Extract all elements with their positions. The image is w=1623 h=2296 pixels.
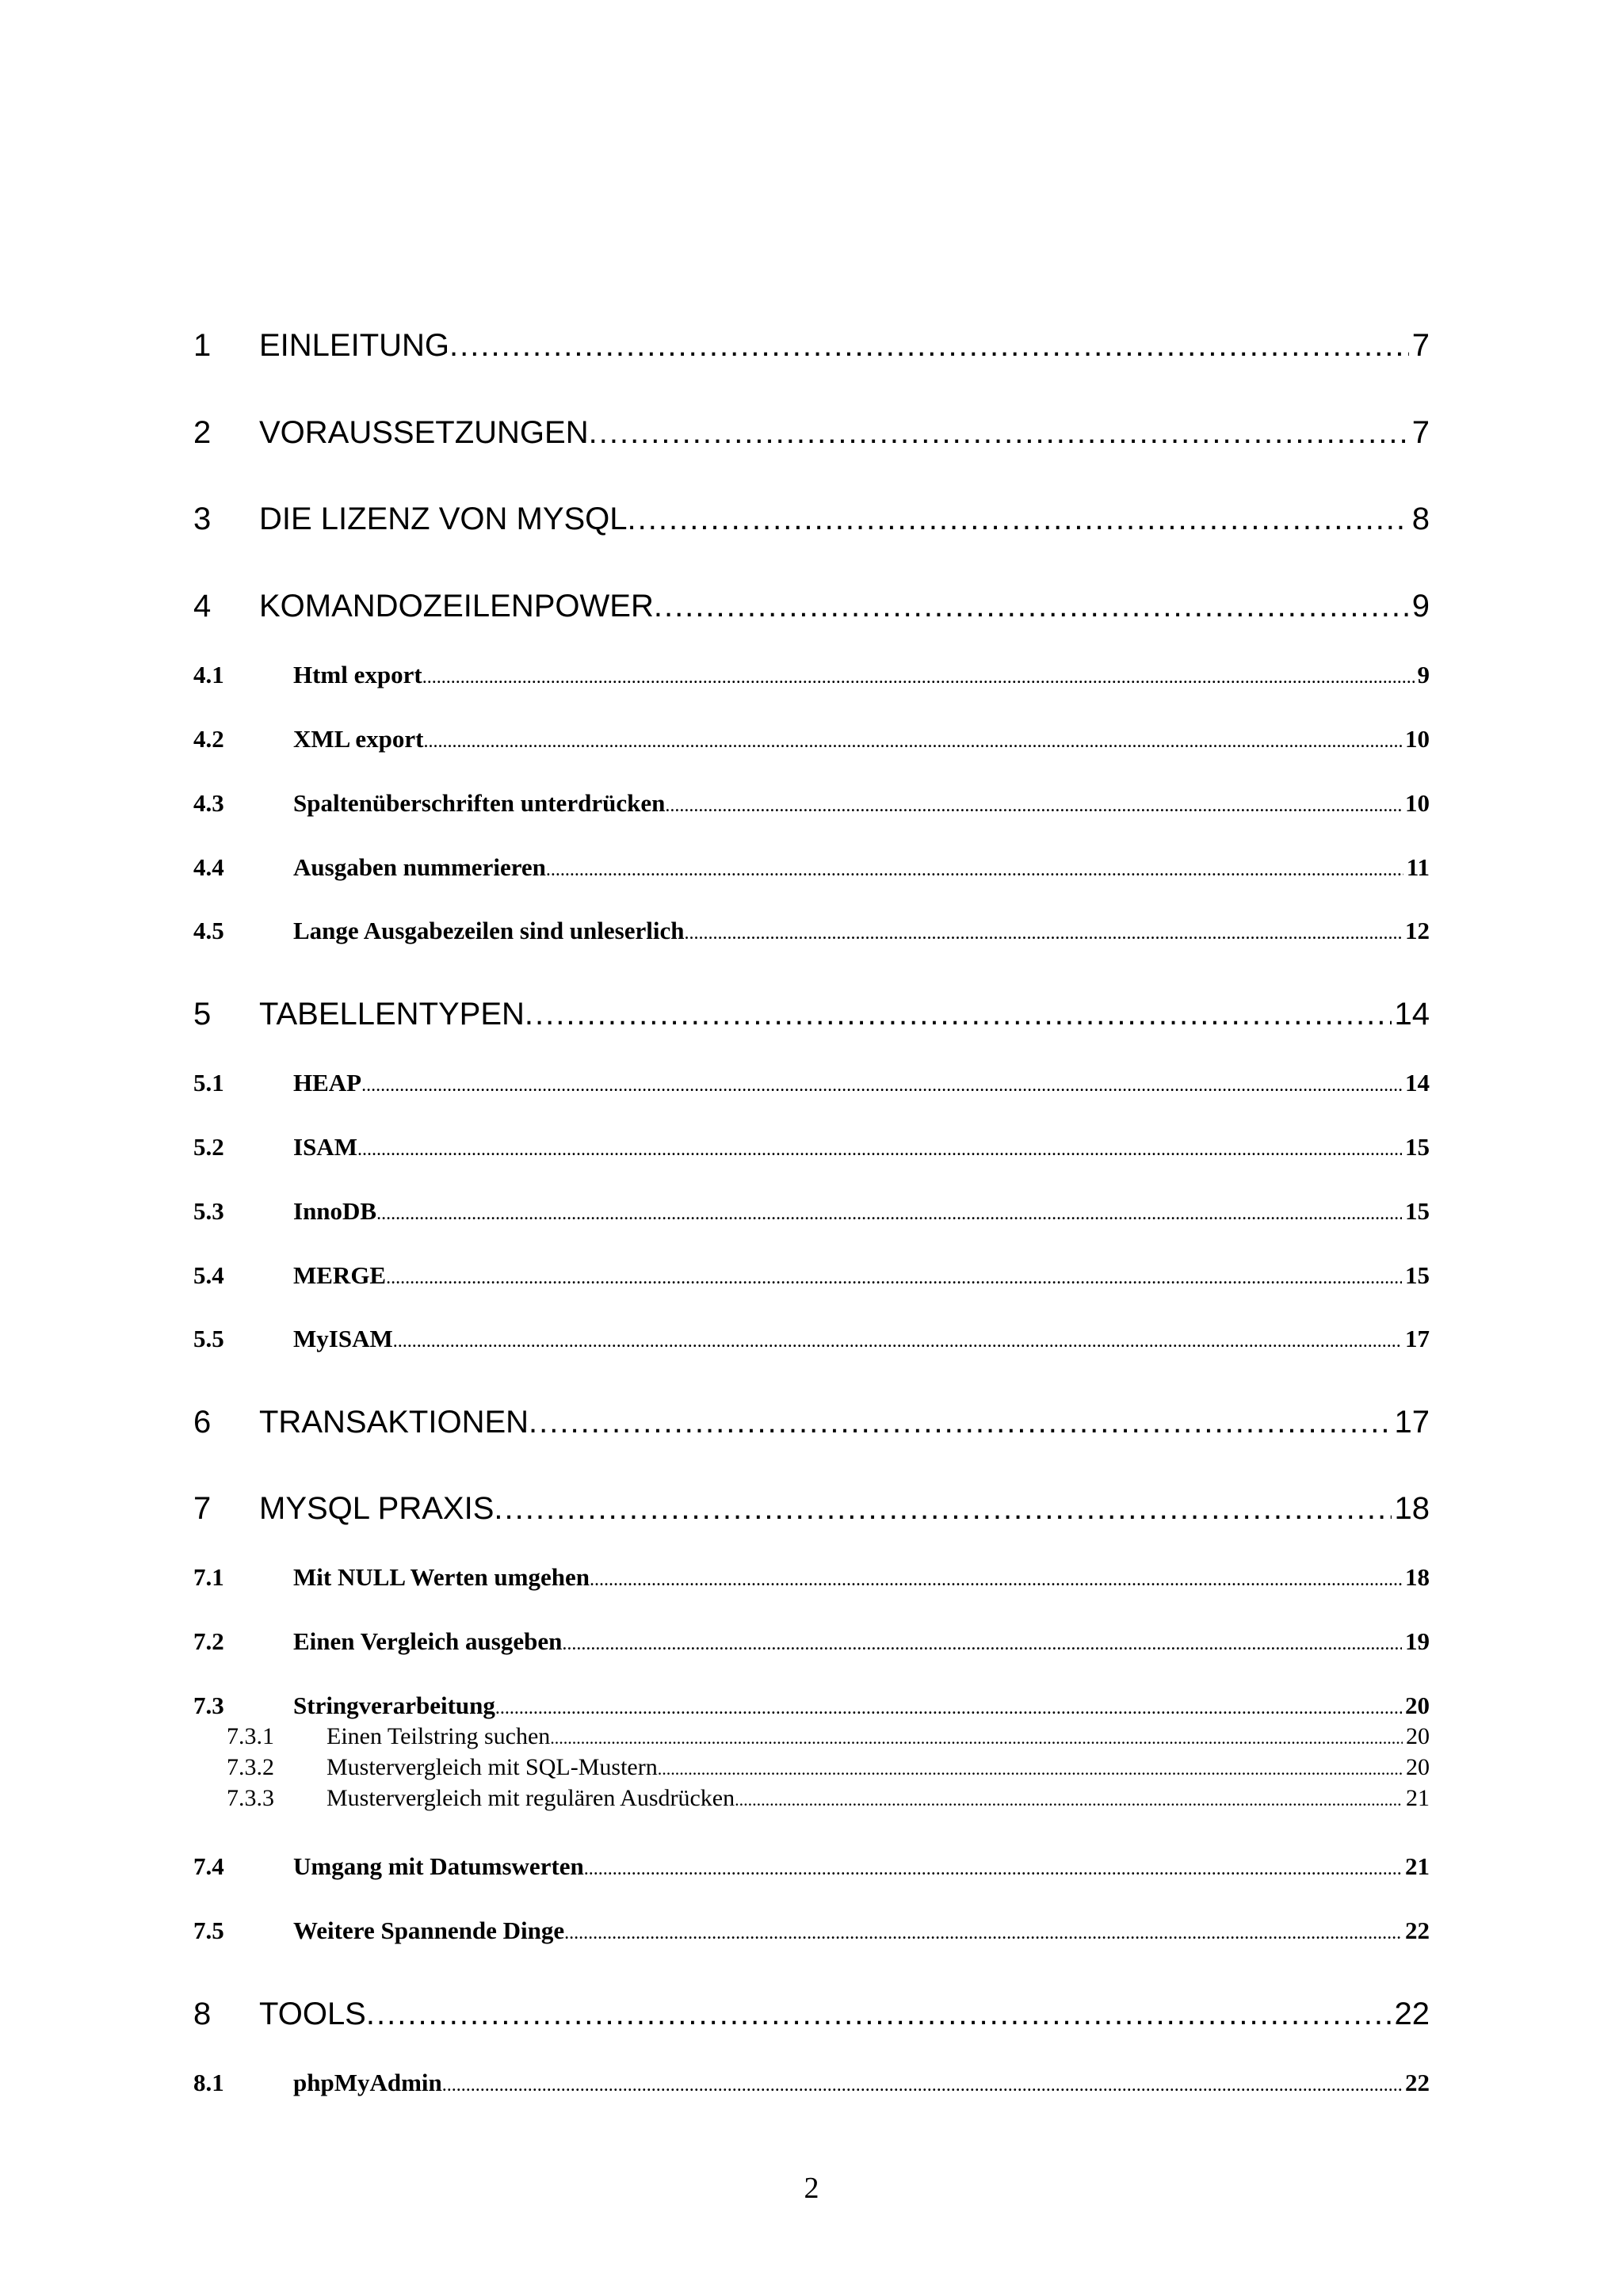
toc-title: MERGE [293, 1261, 387, 1289]
toc-page: 11 [1406, 853, 1430, 881]
toc-number: 4.5 [193, 917, 224, 944]
toc-entry-8[interactable] [193, 1992, 1430, 2036]
toc-title: TABELLENTYPEN [259, 997, 525, 1032]
toc-title: Html export [293, 661, 422, 688]
toc-entry-6[interactable] [193, 1400, 1430, 1444]
toc-number: 3 [193, 502, 212, 536]
toc-entry-5-4[interactable] [193, 1258, 1430, 1293]
dot-leader [357, 1132, 1402, 1167]
toc-entry-3[interactable] [193, 497, 1430, 541]
toc-entry-4-1[interactable] [193, 658, 1430, 692]
toc-title: HEAP [293, 1069, 362, 1097]
toc-number: 4.1 [193, 661, 224, 688]
toc-page: 7 [1411, 328, 1430, 363]
toc-entry-7-4[interactable] [193, 1849, 1430, 1884]
toc-page: 21 [1405, 1852, 1430, 1880]
toc-title: Lange Ausgabezeilen sind unleserlich [293, 917, 685, 944]
toc-number: 7.2 [193, 1627, 224, 1655]
toc-number: 8 [193, 1997, 212, 2031]
dot-leader [422, 660, 1415, 695]
dot-leader [449, 323, 1409, 368]
toc-title: Mustervergleich mit regulären Ausdrücken [327, 1785, 735, 1811]
toc-title: EINLEITUNG [259, 328, 450, 363]
toc-entry-7[interactable] [193, 1486, 1430, 1531]
toc-page: 14 [1394, 997, 1430, 1032]
toc-entry-7-3-1[interactable] [227, 1722, 1430, 1752]
toc-title: TOOLS [259, 1997, 366, 2031]
toc-page: 17 [1405, 1325, 1430, 1352]
toc-page: 8 [1411, 502, 1430, 536]
toc-number: 7.4 [193, 1852, 224, 1880]
toc-entry-5-2[interactable] [193, 1130, 1430, 1165]
dot-leader [628, 497, 1409, 541]
toc-title: MYSQL PRAXIS [259, 1491, 495, 1526]
toc-title: Einen Vergleich ausgeben [293, 1627, 563, 1655]
toc-page: 20 [1406, 1754, 1430, 1780]
toc-number: 4 [193, 589, 212, 624]
dot-leader [423, 724, 1402, 759]
toc-entry-7-1[interactable] [193, 1560, 1430, 1595]
toc-number: 5.3 [193, 1197, 224, 1225]
toc-number: 5.1 [193, 1069, 224, 1097]
toc-number: 7 [193, 1491, 212, 1526]
toc-page: 22 [1394, 1997, 1430, 2031]
toc-entry-7-3-3[interactable] [227, 1783, 1430, 1814]
toc-number: 7.3.2 [227, 1754, 274, 1780]
toc-page: 19 [1405, 1627, 1430, 1655]
toc-number: 2 [193, 415, 212, 450]
toc-page: 9 [1411, 589, 1430, 624]
toc-number: 4.2 [193, 725, 224, 753]
toc-entry-4-2[interactable] [193, 722, 1430, 757]
dot-leader [665, 788, 1402, 823]
toc-number: 5.4 [193, 1261, 224, 1289]
toc-page: 15 [1405, 1197, 1430, 1225]
toc-number: 5.2 [193, 1133, 224, 1161]
toc-number: 7.3.3 [227, 1785, 274, 1811]
dot-leader [442, 2068, 1402, 2103]
dot-leader [562, 1627, 1402, 1661]
toc-title: XML export [293, 725, 424, 753]
toc-entry-5[interactable] [193, 992, 1430, 1036]
toc-page: 10 [1405, 725, 1430, 753]
toc-entry-8-1[interactable] [193, 2065, 1430, 2100]
dot-leader [529, 1400, 1391, 1444]
toc-title: Mit NULL Werten umgehen [293, 1563, 590, 1591]
toc-number: 7.5 [193, 1917, 224, 1944]
toc-title: ISAM [293, 1133, 357, 1161]
toc-page: 12 [1405, 917, 1430, 944]
toc-title: KOMANDOZEILENPOWER [259, 589, 654, 624]
toc-number: 4.4 [193, 853, 224, 881]
page-number: 2 [804, 2172, 819, 2205]
toc-entry-7-3-2[interactable] [227, 1753, 1430, 1783]
toc-page: 15 [1405, 1133, 1430, 1161]
dot-leader [590, 1562, 1402, 1597]
toc-page: 21 [1406, 1785, 1430, 1811]
toc-entry-5-1[interactable] [193, 1066, 1430, 1100]
toc-page: 15 [1405, 1261, 1430, 1289]
dot-leader [393, 1324, 1402, 1359]
toc-title: Einen Teilstring suchen [327, 1723, 551, 1749]
toc-entry-4[interactable] [193, 584, 1430, 628]
dot-leader [366, 1992, 1392, 2036]
toc-number: 5 [193, 997, 212, 1032]
dot-leader [658, 1754, 1403, 1784]
toc-number: 8.1 [193, 2069, 224, 2096]
toc-title: TRANSAKTIONEN [259, 1405, 529, 1440]
toc-title: Umgang mit Datumswerten [293, 1852, 584, 1880]
toc-entry-2[interactable] [193, 410, 1430, 455]
toc-title: phpMyAdmin [293, 2069, 442, 2096]
toc-entry-4-3[interactable] [193, 786, 1430, 821]
dot-leader [494, 1486, 1391, 1531]
toc-entry-5-3[interactable] [193, 1194, 1430, 1229]
dot-leader [495, 1691, 1402, 1726]
toc-page: 18 [1394, 1491, 1430, 1526]
dot-leader [361, 1068, 1402, 1103]
dot-leader [654, 584, 1409, 628]
dot-leader [584, 1852, 1402, 1886]
toc-title: VORAUSSETZUNGEN [259, 415, 589, 450]
dot-leader [684, 916, 1402, 951]
toc-number: 7.1 [193, 1563, 224, 1591]
toc-entry-7-2[interactable] [193, 1624, 1430, 1659]
dot-leader [386, 1261, 1402, 1295]
toc-entry-7-5[interactable] [193, 1913, 1430, 1948]
toc-title: InnoDB [293, 1197, 377, 1225]
toc-page: 18 [1405, 1563, 1430, 1591]
toc-title: Stringverarbeitung [293, 1691, 495, 1719]
toc-entry-5-5[interactable] [193, 1322, 1430, 1356]
toc-page: 7 [1411, 415, 1430, 450]
toc-page: 10 [1405, 789, 1430, 817]
toc-number: 7.3 [193, 1691, 224, 1719]
dot-leader [546, 852, 1403, 887]
toc-title: Mustervergleich mit SQL-Mustern [327, 1754, 658, 1780]
toc-title: Ausgaben nummerieren [293, 853, 546, 881]
toc-page: 22 [1405, 1917, 1430, 1944]
toc-page: 14 [1405, 1069, 1430, 1097]
toc-number: 7.3.1 [227, 1723, 274, 1749]
toc-number: 4.3 [193, 789, 224, 817]
toc-page: 22 [1405, 2069, 1430, 2096]
toc-entry-4-5[interactable] [193, 913, 1430, 948]
toc-title: DIE LIZENZ VON MYSQL [259, 502, 628, 536]
toc-entry-1[interactable] [193, 323, 1430, 368]
toc-number: 1 [193, 328, 212, 363]
toc-page: 20 [1405, 1691, 1430, 1719]
dot-leader [589, 410, 1409, 455]
dot-leader [550, 1723, 1403, 1753]
toc-page: 20 [1406, 1723, 1430, 1749]
toc-entry-4-4[interactable] [193, 850, 1430, 885]
toc-number: 6 [193, 1405, 212, 1440]
toc-number: 5.5 [193, 1325, 224, 1352]
dot-leader [376, 1196, 1402, 1231]
toc-entry-7-3[interactable] [193, 1688, 1430, 1723]
toc-title: MyISAM [293, 1325, 393, 1352]
toc-title: Spaltenüberschriften unterdrücken [293, 789, 666, 817]
toc-page: 9 [1417, 661, 1430, 688]
dot-leader [735, 1785, 1403, 1815]
toc-page: 17 [1394, 1405, 1430, 1440]
toc-title: Weitere Spannende Dinge [293, 1917, 565, 1944]
dot-leader [564, 1916, 1402, 1951]
dot-leader [525, 992, 1392, 1036]
